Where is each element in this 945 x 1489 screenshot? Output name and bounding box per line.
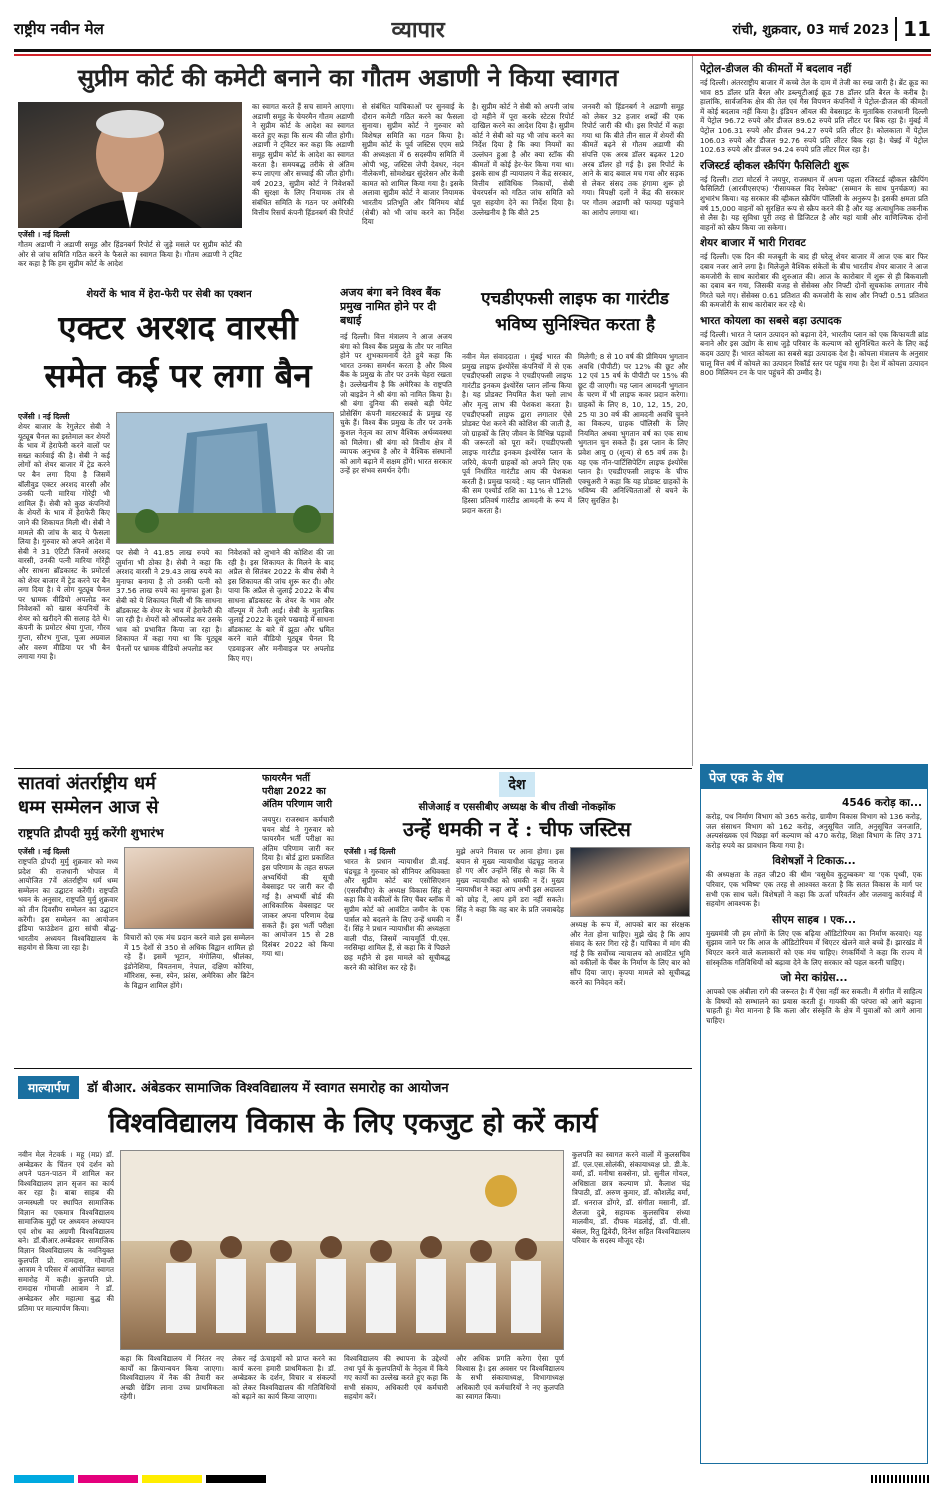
ambedkar-col1	[18, 1150, 114, 1464]
lead-col5-text: जनवरी को हिंडनबर्ग ने अडाणी समूह को लेकर 32 हजार शब्दों की एक रिपोर्ट जारी की थी। इस रिपोर्ट में कहा गया था कि बीते तीन साल में शेयरों की कीमतें बढ़ने से गौतम अडाणी की संपत्ति एक अरब डॉलर बढ़कर 120 अरब डॉलर हो गई है। इस रिपोर्ट के आने के बाद बवाल मच गया और सड़क से लेकर संसद तक हंगामा शुरू हो गया। विपक्षी दलों ने केंद्र की सरकार पर गौतम अडाणी को फायदा पहुंचाने का आरोप लगाया था।	[582, 102, 684, 217]
ambedkar-col2	[120, 1354, 224, 1464]
ambedkar-col3	[232, 1354, 336, 1464]
ambedkar-headline-box	[18, 1102, 688, 1148]
ambedkar-col4-text: विश्वविद्यालय की स्थापना के उद्देश्यों तथा पूर्व के कुलपतियों के नेतृत्व में किये गए कार्यों का उल्लेख करते हुए कहा कि सभी संकाय, अधिकारी एवं कर्मचारी सहयोग करें।	[344, 1354, 448, 1402]
ambedkar-rule	[14, 1068, 692, 1069]
ambedkar-col5-text: और अधिक प्रगति करेगा ऐसा पूर्ण विश्वास है। इस अवसर पर विश्वविद्यालय के सभी संकायाध्यक्ष, विभागाध्यक्ष अधिकारी एवं कर्मचारियों ने नए कुलपति का स्वागत किया।	[456, 1354, 564, 1402]
cont2-head: विशेषज्ञों ने टिकाऊ...	[772, 855, 856, 868]
arshad-headline-box	[18, 304, 338, 408]
desh-kicker: सीजेआई व एससीबीए अध्यक्ष के बीच तीखी नोकझोंक	[418, 802, 616, 813]
lead-col5	[582, 102, 684, 276]
desh-body2: मुझे अपने निवास पर आना होगा। इस बयान से मुख्य न्यायाधीश चंद्रचूड़ नाराज हो गए और उन्होंने सिंह से कहा कि वे मुख्य न्यायाधीश को धमकी न दें। मुख्य न्यायाधीश ने कहा आप अभी इस अदालत को छोड़ दें, आप हमें डरा नहीं सकते। सिंह ने कहा कि वह बार के प्रति जवाबदेह हैं।	[456, 847, 564, 924]
president-photo	[124, 847, 254, 929]
ajay-story	[340, 286, 452, 764]
lead-byline: एजेंसी । नई दिल्ली	[18, 230, 70, 239]
fireman-story	[262, 772, 334, 1064]
sidebar-news	[700, 58, 928, 758]
lead-col2-text: का स्वागत करते हैं सच सामने आएगा। अडाणी समूह के चेयरमैन गौतम अडाणी ने सुप्रीम कोर्ट के आदेश का स्वागत करते हुए कहा कि सत्य की जीत होगी। अडाणी ने ट्विटर कर कहा कि अडाणी समूह सुप्रीम कोर्ट के आदेश का स्वागत करता है। समयबद्ध तरीके से अंतिम रूप लाएगा और सच्चाई की जीत होगी। वर्ष 2023, सुप्रीम कोर्ट ने निवेशकों की सुरक्षा के लिए नियामक तंत्र से संबंधित समिति के गठन पर अमेरिकी वित्तीय रिसर्च कंपनी हिंडनबर्ग की रिपोर्ट	[252, 102, 354, 217]
lead-col4	[472, 102, 574, 276]
lead-col3-text: से संबंधित याचिकाओं पर सुनवाई के दौरान कमेटी गठित करने का फैसला सुनाया। सुप्रीम कोर्ट ने गुरुवार को विशेषज्ञ समिति का गठन किया है। सुप्रीम कोर्ट के पूर्व जस्टिस एएम सप्रे की अध्यक्षता में 6 सदस्यीय समिति में ओपी भट्ट, जस्टिस जेपी देवधर, नंदन नीलेकणी, सोमशेखर सुंदरेसन और केवी कामत को शामिल किया गया है। इसके अलावा सुप्रीम कोर्ट ने बाजार नियामक भारतीय प्रतिभूति और विनिमय बोर्ड (सेबी) को भी जांच करने का निर्देश दिया	[362, 102, 464, 227]
paper-name: राष्ट्रीय नवीन मेल	[14, 19, 104, 38]
adani-photo	[18, 102, 242, 228]
chief-justice-photo	[570, 847, 690, 917]
page-one-continuation-box	[700, 764, 928, 1464]
petrol-headline: पेट्रोल-डीजल की कीमतों में बदलाव नहीं	[700, 63, 852, 75]
dharm-body2: विचारों को एक मंच प्रदान करने वाले इस सम्मेलन में 15 देशों से 350 से अधिक विद्वान शामिल हो रहे हैं। इसमें भूटान, मंगोलिया, श्रीलंका, इंडोनेशिया, वियतनाम, नेपाल, दक्षिण कोरिया, मॉरिशस, रूस, स्पेन, फ्रांस, अमेरिका और ब्रिटेन के विद्वान शामिल होंगे।	[124, 933, 254, 990]
hdfc-headline-box	[462, 286, 688, 350]
ceremony-photo	[120, 1150, 564, 1350]
arshad-col3-text: निवेशकों को लुभाने की कोशिश की जा रही है। इस शिकायत के मिलने के बाद अप्रैल से सितंबर 2022 के बीच सेबी ने इस शिकायत की जांच शुरू कर दी। और पाया कि अप्रैल से जुलाई 2022 के बीच साधना ब्रॉडकास्ट के शेयर के भाव और वॉल्यूम में तेजी आई। सेबी के मुताबिक जुलाई 2022 के दूसरे पखवाड़े में साधना ब्रॉडकास्ट के बारे में झूठा और भ्रमित करने वाले वीडियो यूट्यूब चैनल दि एडवाइजर और मनीवाइज पर अपलोड किए गए।	[228, 548, 334, 663]
sidebar-rule	[692, 56, 693, 766]
building-icon	[117, 413, 334, 544]
dateline-block	[732, 17, 931, 41]
ambedkar-col2-text: कहा कि विश्वविद्यालय में निरंतर नए कार्यों का क्रियान्वयन किया जाएगा। विश्वविद्यालय में नैक की तैयारी कर अच्छी ग्रेडिंग लाना उच्च प्राथमिकता रहेगी।	[120, 1354, 224, 1402]
group-photo-icon	[121, 1151, 564, 1350]
scrap-body: नई दिल्ली। टाटा मोटर्स ने जयपुर, राजस्थान में अपना पहला रजिस्टर्ड व्हीकल स्क्रैपिंग फैसिलिटी (आरवीएसएफ) 'रीसायकल विद रेस्पेक्ट' (सम्मान के साथ पुनर्चक्रण) का शुभारंभ किया। यह सरकार की व्हीकल स्क्रैपिंग पॉलिसी के अनुरूप है। इसकी क्षमता प्रति वर्ष 15,000 वाहनों को सुरक्षित रूप से स्क्रैप करने की है और यह अत्याधुनिक तकनीक से लैस है। यह सुविधा पूरी तरह से डिजिटल है और यहां यात्री और वाणिज्यिक दोनों वाहनों को स्क्रैप किया जा सकेगा।	[700, 174, 928, 232]
hdfc-col1	[462, 352, 572, 764]
dateline: रांची, शुक्रवार, 03 मार्च 2023	[732, 22, 890, 38]
arshad-col1-text: शेयर बाजार के रेगुलेटर सेबी ने यूट्यूब चैनल का इस्तेमाल कर शेयरों के भाव में हेराफेरी करने वालों पर सख्त कार्रवाई की है। सेबी ने कई लोगों को शेयर बाजार में ट्रेड करने पर बैन लगा दिया है जिसमें बॉलीवुड एक्टर अरशद वारसी और उनकी पत्नी मारिया गोरेट्टी भी शामिल हैं। सेबी को कुछ कंपनियों के शेयरों के भाव में हेराफेरी किए जाने की शिकायत मिली थी। सेबी ने मामले की जांच के बाद ये फैसला लिया है। गुरुवार को अपने आदेश में सेबी ने 31 एंटिटी जिनमें अरशद वारसी, उनकी पत्नी मारिया गोरेट्टी और साधना ब्रॉडकास्ट के प्रमोटर्स को शेयर बाजार में ट्रेड करने पर बैन लगा दिया है। ये लोग यूट्यूब चैनल पर भ्रामक वीडियो अपलोड कर निवेशकों को खास कंपनियों के शेयर को खरीदने की सलाह देते थे। कंपनी के प्रमोटर श्रेया गुप्ता, गौरव गुप्ता, सौरभ गुप्ता, पूजा अग्रवाल और वरुण मीडिया पर भी बैन लगाया गया है।	[18, 422, 110, 662]
ambedkar-col1-text: नवीन मेल नेटवर्क । महू (मप्र) डॉ. अम्बेडकर के चिंतन एवं दर्शन को अपने पठन-पाठन में शामिल कर विश्वविद्यालय ज्ञान सृजन का कार्य कर रहा है। बाबा साहब की जन्मस्थली पर स्थापित सामाजिक विज्ञान का एकमात्र विश्वविद्यालय सामाजिक मुद्दों पर अध्ययन अध्यापन एवं शोध का अग्रणी विश्वविद्यालय बने। डॉ.बीआर.अम्बेडकर सामाजिक विज्ञान विश्वविद्यालय के नवनियुक्त कुलपति प्रो. रामदास, गोमाजी आत्राम ने परिसर में आयोजित स्वागत समारोह में कही। कुलपति प्रो. रामदास गोमाजी आत्राम ने डॉ. अम्बेडकर और महात्मा बुद्ध की प्रतिमा पर माल्यार्पण किया।	[18, 1150, 114, 1313]
ajay-body: नई दिल्ली। वित्त मंत्रालय ने आज अजय बंगा को विश्व बैंक प्रमुख के तौर पर नामित होने पर शुभकामनायें देते हुये कहा कि भारत उनका समर्थन करता है और विश्व बैंक के प्रमुख के तौर पर उनके चेहरा रखता है। उल्लेखनीय है कि अमेरिका के राष्ट्रपति जो बाइडेन ने श्री बंगा को नामित किया है। श्री बंगा दुनिया की सबसे बड़ी पेमेंट प्रोसेसिंग कंपनी मास्टरकार्ड के प्रमुख रह चुके हैं। विश्व बैंक प्रमुख के तौर पर उनके कुशल नेतृत्व का लाभ वैश्विक अर्थव्यवस्था को मिलेगा। श्री बंगा को वित्तीय क्षेत्र में व्यापक अनुभव है और वे वैश्विक संस्थानों को आगे बढ़ाने में सक्षम होंगे। भारत सरकार उन्हें हर संभव समर्थन देगी।	[340, 332, 452, 476]
lead-col3	[362, 102, 464, 276]
lead-headline: सुप्रीम कोर्ट की कमेटी बनाने का गौतम अडाणी ने किया स्वागत	[77, 63, 619, 92]
ambedkar-col3-text: लेकर नई ऊंचाइयों को प्राप्त करने का कार्य करना हमारी प्राथमिकता है। डॉ. अम्बेडकर के दर्शन, विचार व संकल्पों को लेकर विश्वविद्यालय की गतिविधियों को बढ़ाने का कार्य किया जाएगा।	[232, 1354, 336, 1402]
hdfc-headline-1: एचडीएफसी लाइफ का गारंटीड	[481, 289, 669, 309]
fireman-body: जयपुर। राजस्थान कर्मचारी चयन बोर्ड ने गुरुवार को फायरमैन भर्ती परीक्षा का अंतिम परिणाम जारी कर दिया है। बोर्ड द्वारा प्रकाशित इस परिणाम के तहत सफल अभ्यर्थियों की सूची वेबसाइट पर जारी कर दी गई है। अभ्यर्थी बोर्ड की आधिकारिक वेबसाइट पर जाकर अपना परिणाम देख सकते हैं। इस भर्ती परीक्षा का आयोजन 15 से 28 दिसंबर 2022 को किया गया था।	[262, 815, 334, 959]
ambedkar-kicker-row	[18, 1074, 688, 1100]
section-title: व्यापार	[391, 17, 445, 43]
hdfc-headline-2: भविष्य सुनिश्चित करता है	[494, 315, 656, 335]
person-portrait-icon	[18, 102, 242, 228]
petrol-body: नई दिल्ली। अंतरराष्ट्रीय बाजार में कच्चे तेल के दाम में तेजी का रुख जारी है। ब्रेंट क्रूड का भाव 85 डॉलर प्रति बैरल और डब्ल्यूटीआई क्रूड 78 डॉलर प्रति बैरल के करीब है। हालांकि, सार्वजनिक क्षेत्र की तेल एवं गैस विपणन कंपनियों ने पेट्रोल-डीजल की कीमतों में कोई बदलाव नहीं किया है। इंडियन ऑयल की वेबसाइट के मुताबिक राजधानी दिल्ली में पेट्रोल 96.72 रुपये और डीजल 89.62 रुपये प्रति लीटर पर बिक रहा है। मुंबई में पेट्रोल 106.31 रुपये और डीजल 94.27 रुपये प्रति लीटर है। कोलकाता में पेट्रोल 106.03 रुपये और डीजल 92.76 रुपये प्रति लीटर बिक रहा है। चेन्नई में पेट्रोल 102.63 रुपये और डीजल 94.24 रुपये प्रति लीटर मिल रहा है।	[700, 78, 928, 155]
lead-intro: गौतम अडाणी ने अडाणी समूह और हिंडनबर्ग रिपोर्ट से जुड़े मसले पर सुप्रीम कोर्ट की ओर से जांच समिति गठित करने के फैसले का स्वागत किया है। गौतम अडाणी ने ट्विट कर कहा है कि हम सुप्रीम कोर्ट के आदेश	[18, 240, 242, 269]
cont3-body: मुख्यमंत्री जी हम लोगों के लिए एक बढ़िया ऑडिटोरियम का निर्माण करवाएं। यह सुझाव जाने पर कि आज के ऑडिटोरियम में थिएटर खेलने वाले बच्चे हैं। झारखंड में थिएटर करने वाले कलाकारों को एक मंच चाहिए। रंगकर्मियों ने कहा कि राज्य में सांस्कृतिक गतिविधियों को बढ़ावा देने के लिए सरकार को पहल करनी चाहिए।	[706, 928, 922, 967]
dharm-headline-1: सातवां अंतर्राष्ट्रीय धर्म	[18, 773, 156, 794]
registration-color-bar	[14, 1475, 931, 1483]
cont4-body: आपको एक अंबीला रागे की जरूरत है। मैं ऐसा नहीं कर सकती। मैं संगीत में साहित्य के विषयों को सम्भालने का प्रयास करती हूं। गायकी की परंपरा को आगे बढ़ाना चाहती हूं। मेरा मानना है कि कला और संस्कृति के क्षेत्र में युवाओं को आगे आना चाहिए।	[706, 987, 922, 1025]
desh-body1: भारत के प्रधान न्यायाधीश डी.वाई. चंद्रचूड़ ने गुरुवार को सीनियर अधिवक्ता और सुप्रीम कोर्ट बार एसोसिएशन (एससीबीए) के अध्यक्ष विकास सिंह से कहा कि वे वकीलों के लिए चैंबर ब्लॉक में सुप्रीम कोर्ट को आवंटित जमीन के एक पार्सल को बदलने के लिए उन्हें धमकी न दें। सिंह ने प्रधान न्यायाधीश की अध्यक्षता वाली पीठ, जिसमें न्यायमूर्ति पी.एस. नरसिम्हा शामिल हैं, से कहा कि वे पिछले छह महीने से इस मामले को सूचीबद्ध करने की कोशिश कर रहे हैं।	[344, 857, 450, 972]
cont4-head: जो मेरा कांग्रेस...	[780, 972, 848, 985]
page-number: 11	[895, 17, 931, 41]
ambedkar-col6	[572, 1150, 690, 1464]
ambedkar-col6-text: कुलपति का स्वागत करने वालों में कुलसचिव डॉ. एल.एस.सोलंकी, संकायाध्यक्ष प्रो. डी.के. वर्मा, डॉ. मनीषा सक्सेना, प्रो. सुनील गोयल, अधिष्ठाता छात्र कल्याण प्रो. कैलाश चंद्र त्रिपाठी, डॉ. अरुण कुमार, डॉ. कौशलेंद्र वर्मा, डॉ. धनराज डोंगरे, डॉ. संगीता मसानी, डॉ. शैलजा दुबे, सहायक कुलसचिव संध्या मालवीय, डॉ. दीपक मंडलोई, डॉ. पी.सी. बंसल, रितु द्विवेदी, दिनेश सहित विश्वविद्यालय परिवार के सदस्य मौजूद रहे।	[572, 1150, 690, 1246]
cont2-body: की अध्यक्षता के तहत जी20 की थीम 'वसुधैव कुटुम्बकम' या 'एक पृथ्वी, एक परिवार, एक भविष्य' एक तरह से आश्वस्त करता है कि सतत विकास के मार्ग पर सभी एक साथ चलें। विशेषज्ञों ने कहा कि ऊर्जा परिवर्तन और जलवायु कार्रवाई में सहयोग आवश्यक है।	[706, 870, 922, 909]
fireman-headline: फायरमैन भर्ती परीक्षा 2022 का अंतिम परिणाम जारी	[262, 773, 333, 810]
arshad-headline-2: समेत कई पर लगा बैन	[44, 356, 312, 395]
sebi-building-photo	[116, 412, 334, 544]
scrap-headline: रजिस्टर्ड व्हीकल स्क्रैपिंग फैसिलिटी शुरू	[700, 159, 849, 172]
desh-story	[344, 772, 690, 1064]
dharm-headline-2: धम्म सम्मेलन आज से	[18, 797, 159, 818]
mid-rule	[14, 768, 692, 769]
arshad-byline: एजेंसी । नई दिल्ली	[18, 412, 70, 421]
ambedkar-kicker: डॉ बीआर. अंबेडकर सामाजिक विश्वविद्यालय में स्वागत समारोह का आयोजन	[87, 1081, 449, 1096]
hdfc-col2-text: मिलेगी; 8 से 10 वर्ष की प्रीमियम भुगतान अवधि (पीपीटी) पर 12% की छूट और 12 एवं 15 वर्ष के पीपीटी पर 15% की छूट दी जाएगी। यह प्लान आमदनी भुगतान के चरण में भी लाइफ कवर प्रदान करेगा। ग्राहकों के लिए 8, 10, 12, 15, 20, 25 या 30 वर्ष की आमदनी अवधि चुनने का विकल्प, ग्राहक पॉलिसी के लिए नियमित अथवा भुगतान वर्ष का एक साथ भुगतान चुन सकते हैं। इस प्लान के लिए प्रवेश आयु 0 (शून्य) से 65 वर्ष तक है। यह एक नॉन-पार्टिसिपेटिंग लाइफ इंश्योरेंस प्लान है। एचडीएफसी लाइफ के चीफ एक्चुअरी ने कहा कि यह प्रोडक्ट ग्राहकों के भविष्य की अनिश्चितताओं से बचने के लिए सुरक्षित है।	[578, 352, 688, 505]
cont1-body: करोड़, पथ निर्माण विभाग को 365 करोड़, ग्रामीण विकास विभाग को 136 करोड़, जल संसाधन विभाग को 162 करोड़, अनुसूचित जाति, अनुसूचित जनजाति, अल्पसंख्यक एवं पिछड़ा वर्ग कल्याण को 470 करोड़, शिक्षा विभाग के लिए 371 करोड़ रुपये का प्रावधान किया गया है।	[706, 812, 922, 850]
dharm-story	[18, 772, 254, 1064]
masthead	[14, 8, 931, 52]
dharm-subhead: राष्ट्रपति द्रौपदी मुर्मु करेंगी शुभारंभ	[18, 826, 164, 840]
share-headline: शेयर बाजार में भारी गिरावट	[700, 237, 806, 250]
pagebox-title: पेज एक के शेष	[701, 765, 927, 789]
desh-tag: देश	[499, 772, 536, 797]
arshad-col1	[18, 412, 110, 764]
lead-headline-box	[14, 58, 682, 102]
masthead-rule	[14, 54, 931, 56]
arshad-col2	[116, 548, 222, 764]
ajay-headline: अजय बंगा बने विश्व बैंक प्रमुख नामित होने पर दी बधाई	[340, 286, 441, 327]
arshad-col3	[228, 548, 334, 764]
ambedkar-col4	[344, 1354, 448, 1464]
desh-headline: उन्हें धमकी न दें : चीफ जस्टिस	[403, 817, 631, 841]
arshad-kicker: शेयरों के भाव में हेरा-फेरी पर सेबी का एक्शन	[86, 289, 252, 300]
ambedkar-tag: माल्यार्पण	[18, 1076, 79, 1099]
dharm-body1: राष्ट्रपति द्रौपदी मुर्मु शुक्रवार को मध्य प्रदेश की राजधानी भोपाल में आयोजित 7वें अंतर्राष्ट्रीय धर्म धम्म सम्मेलन का उद्घाटन करेंगी। राष्ट्रपति भवन के अनुसार, राष्ट्रपति मुर्मु शुक्रवार को तीन दिवसीय सम्मेलन का उद्घाटन करेंगी। इस सम्मेलन का आयोजन इंडिया फाउंडेशन द्वारा सांची बौद्ध-भारतीय अध्ययन विश्वविद्यालय के सहयोग से किया जा रहा है।	[18, 857, 118, 953]
lead-col2	[252, 102, 354, 276]
coal-headline: भारत कोयला का सबसे बड़ा उत्पादक	[700, 314, 842, 327]
desh-byline: एजेंसी । नई दिल्ली	[344, 847, 396, 856]
coal-body: नई दिल्ली। भारत ने प्लान उत्पादन को बढ़ाना देने, भारतीय प्लान को एक किफायती ब्रांड बनाने और इस उद्योग के साथ जुड़े परिवार के कल्याण को सुनिश्चित करने के लिए कई कदम उठाए हैं। भारत कोयला का सबसे बड़ा उत्पादक देश है। कोयला मंत्रालय के अनुसार चालू वित्त वर्ष में कोयले का उत्पादन रिकॉर्ड स्तर पर पहुंच गया है। देश में कोयला उत्पादन 800 मिलियन टन के पार पहुंचने की उम्मीद है।	[700, 329, 928, 378]
cont3-head: सीएम साहब । एक...	[771, 913, 857, 926]
hdfc-col1-text: नवीन मेल संवाददाता । मुंबई भारत की प्रमुख लाइफ इंश्योरेंस कंपनियों में से एक एचडीएफसी लाइफ ने एचडीएफसी लाइफ गारंटीड इनकम इंश्योरेंस प्लान लॉन्च किया है। यह प्रोडक्ट नियमित कैश फ्लो लाभ और मृत्यु लाभ की पेशकश करता है। एचडीएफसी लाइफ द्वारा लगातार ऐसे प्रोडक्ट पेश करने की कोशिश की जाती है, जो ग्राहकों के लिए जीवन के विभिन्न पड़ावों की जरूरतों को पूरा करें। एचडीएफसी लाइफ गारंटीड इनकम इंश्योरेंस प्लान के जरिये, कंपनी ग्राहकों को अपने लिए एक पूर्व निर्धारित गारंटीड आय की पेशकश करती है। प्रमुख फायदे : यह प्लान पॉलिसी की सम एश्योर्ड राशि का 11% से 12% हिस्सा प्रतिवर्ष गारंटीड आमदनी के रूप में प्रदान करता है।	[462, 352, 572, 515]
cont1-head: 4546 करोड़ का...	[842, 797, 922, 809]
lead-intro-box	[18, 230, 242, 276]
ambedkar-headline: विश्वविद्यालय विकास के लिए एकजुट हो करें कार्य	[108, 1108, 598, 1139]
arshad-kicker-box	[18, 286, 320, 304]
share-body: नई दिल्ली। एक दिन की मजबूती के बाद ही घरेलू शेयर बाजार में आज एक बार फिर दबाव नजर आने लगा है। मिलेजुले वैश्विक संकेतों के बीच भारतीय शेयर बाजार ने आज कमजोरी के साथ कारोबार की शुरुआत की। आज के कारोबार में शुरू से ही बिकवाली का दबाव बन गया, जिसकी वजह से सेंसेक्स और निफ्टी दोनों सूचकांक लगातार नीचे गिरते चले गए। सेंसेक्स 0.61 प्रतिशत की कमजोरी के साथ और निफ्टी 0.51 प्रतिशत की कमजोरी के साथ कारोबार कर रहे थे।	[700, 252, 928, 310]
arshad-col2-text: पर सेबी ने 41.85 लाख रुपये का जुर्माना भी ठोका है। सेबी ने कहा कि अरशद वारसी ने 29.43 लाख रुपये का मुनाफा बनाया है तो उनकी पत्नी को 37.56 लाख रुपये का मुनाफा हुआ है। सेबी को ये शिकायत मिली थी कि साधना ब्रॉडकास्ट के शेयर के भाव में हेराफेरी की जा रही है। शेयरों को ऑफलोड कर उसके भाव को प्रभावित किया जा रहा है। शिकायत में कहा गया था कि यूट्यूब चैनलों पर भ्रामक वीडियो अपलोड कर	[116, 548, 222, 653]
arshad-headline-1: एक्टर अरशद वारसी	[58, 308, 298, 347]
lead-col4-text: है। सुप्रीम कोर्ट ने सेबी को अपनी जांच दो महीने में पूरा करके स्टेटस रिपोर्ट दाखिल करने का आदेश दिया है। सुप्रीम कोर्ट ने सेबी को यह भी जांच करने का निर्देश दिया है कि क्या नियमों का उल्लंघन हुआ है और क्या स्टॉक की कीमतों में कोई हेर-फेर किया गया था। इसके साथ ही न्यायालय ने केंद्र सरकार, वित्तीय सांविधिक निकायों, सेबी चेयरपर्सन को गठित जांच समिति को पूरा सहयोग देने का निर्देश दिया है। उल्लेखनीय है कि बीते 25	[472, 102, 574, 217]
registration-barcode	[871, 1475, 931, 1483]
ambedkar-col5	[456, 1354, 564, 1464]
dharm-byline: एजेंसी । नई दिल्ली	[18, 847, 70, 856]
desh-body3: अध्यक्ष के रूप में, आपको बार का संरक्षक और नेता होना चाहिए। मुझे खेद है कि आप संवाद के स्तर गिरा रहे हैं। याचिका में मांग की गई है कि सर्वोच्च न्यायालय को आवंटित भूमि को वकीलों के चैंबर के निर्माण के लिए बार को सौंप दिया जाए। कृपया मामले को सूचीबद्ध करने का निवेदन करें।	[570, 920, 690, 987]
hdfc-col2	[578, 352, 688, 764]
